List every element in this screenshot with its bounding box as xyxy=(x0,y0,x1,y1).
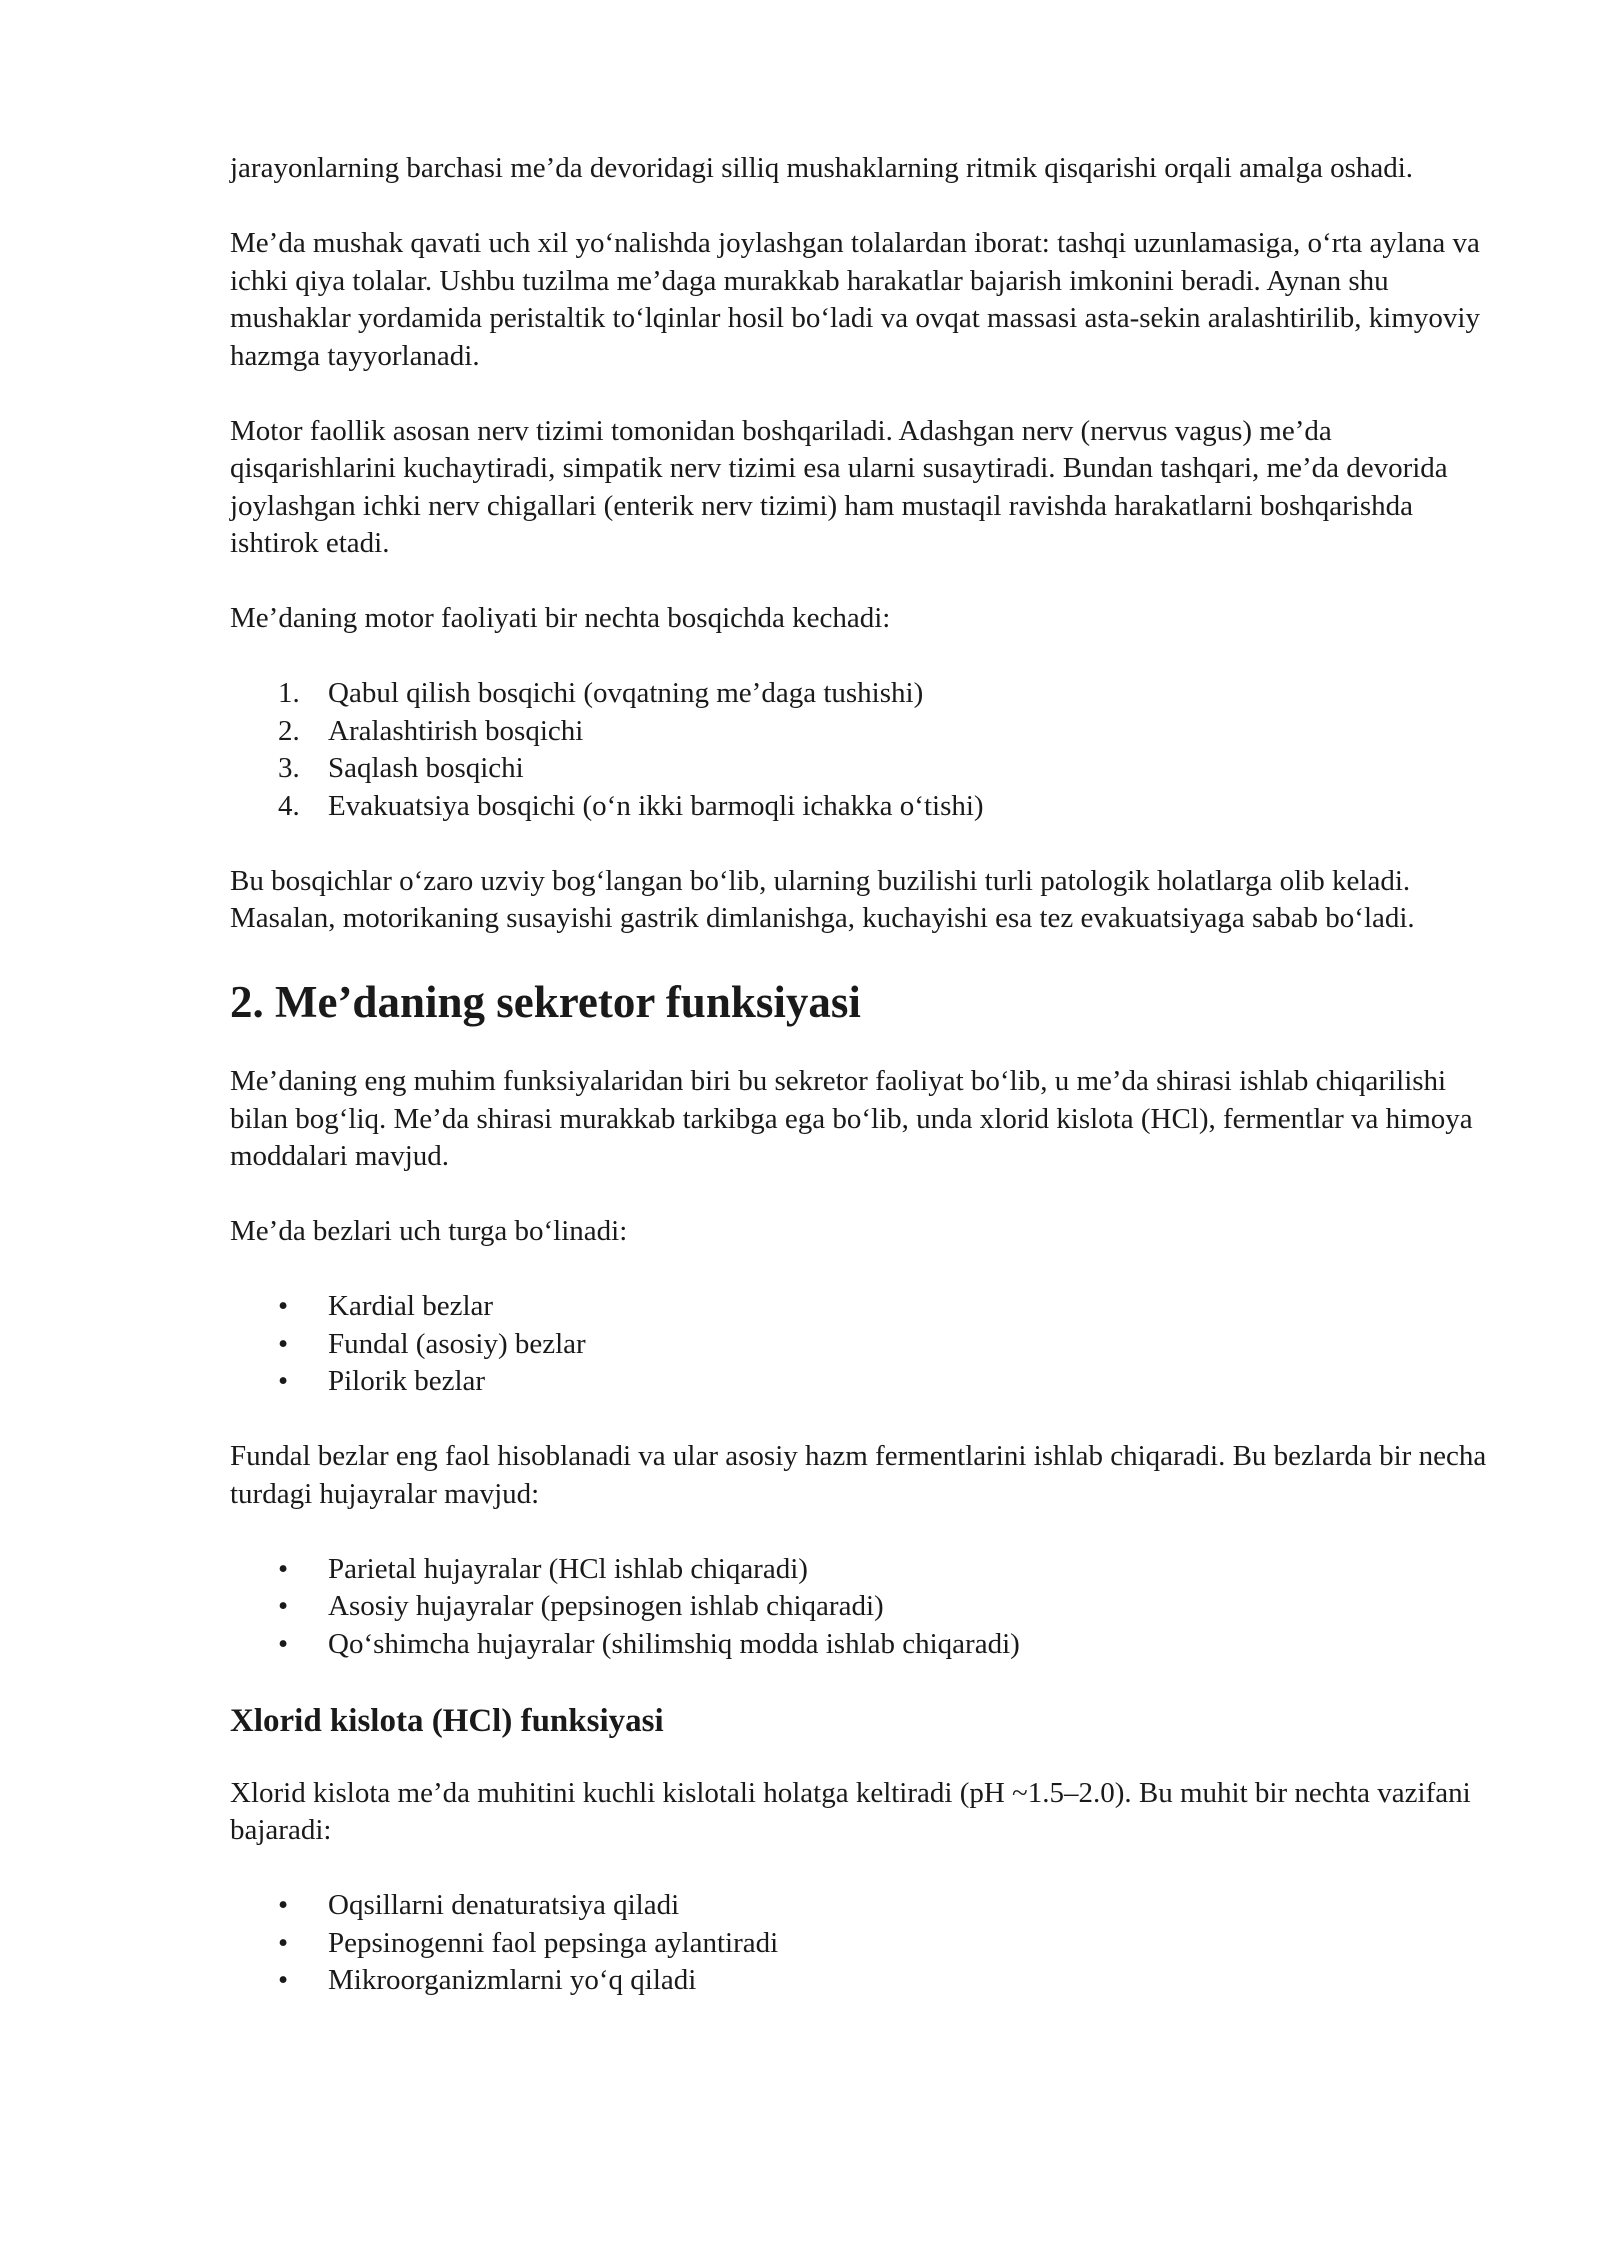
motor-stages-list xyxy=(230,675,1500,825)
paragraph-stages-relation: Bu bosqichlar o‘zaro uzviy bog‘langan bo‘lib, ularning buzilishi turli patologik holatlarga olib keladi. Masalan, motorikaning susayishi gastrik dimlanishga, kuchayishi esa tez evakuatsiyaga sabab bo‘ladi. xyxy=(230,864,1415,934)
list-number: 1. xyxy=(278,677,300,709)
list-item: • Asosiy hujayralar (pepsinogen ishlab chiqaradi) xyxy=(328,1588,1500,1626)
list-item-text: Evakuatsiya bosqichi (o‘n ikki barmoqli ichakka o‘tishi) xyxy=(328,789,984,822)
list-item: • Mikroorganizmlarni yo‘q qiladi xyxy=(328,1962,1500,2000)
list-item: • Pepsinogenni faol pepsinga aylantiradi xyxy=(328,1925,1500,1963)
paragraph-nerve-control: Motor faollik asosan nerv tizimi tomonidan boshqariladi. Adashgan nerv (nervus vagus) me’da qisqarishlarini kuchaytiradi, simpatik nerv tizimi esa ularni susaytiradi. Bundan tashqari, me’da devorida joylashgan ichki nerv chigallari (enterik nerv tizimi) ham mustaqil ravishda harakatlarni boshqarishda ishtirok etadi. xyxy=(230,414,1448,559)
list-item-text: Aralashtirish bosqichi xyxy=(328,714,584,747)
list-item-text: Qabul qilish bosqichi (ovqatning me’daga tushishi) xyxy=(328,677,924,709)
glands-list xyxy=(230,1288,1500,1401)
document-page xyxy=(230,150,1500,2037)
list-item-text: Saqlash bosqichi xyxy=(328,752,524,784)
list-number: 4. xyxy=(278,789,300,822)
section-heading-secretory: 2. Me’daning sekretor funksiyasi xyxy=(230,977,861,1027)
paragraph-glands-intro: Me’da bezlari uch turga bo‘linadi: xyxy=(230,1215,628,1247)
list-item: • Pilorik bezlar xyxy=(328,1363,1500,1401)
list-item xyxy=(278,713,1500,751)
list-item xyxy=(278,750,1500,788)
list-item: • Oqsillarni denaturatsiya qiladi xyxy=(328,1887,1500,1925)
list-item: • Fundal (asosiy) bezlar xyxy=(328,1326,1500,1364)
list-item xyxy=(278,788,1500,826)
list-number: 3. xyxy=(278,752,300,784)
cells-list xyxy=(230,1551,1500,1664)
paragraph-muscle-layers: Me’da mushak qavati uch xil yo‘nalishda joylashgan tolalardan iborat: tashqi uzunlamasiga, o‘rta aylana va ichki qiya tolalar. Ushbu tuzilma me’daga murakkab harakatlar bajarish imkonini beradi. Aynan shu mushaklar yordamida peristaltik to‘lqinlar hosil bo‘ladi va ovqat massasi asta-sekin aralashtirilib, kimyoviy hazmga tayyorlanadi. xyxy=(230,227,1480,372)
paragraph-motor-stages-intro: Me’daning motor faoliyati bir nechta bosqichda kechadi: xyxy=(230,602,891,634)
hcl-functions-list xyxy=(230,1887,1500,2000)
list-item xyxy=(278,675,1500,713)
list-item: • Qo‘shimcha hujayralar (shilimshiq modda ishlab chiqaradi) xyxy=(328,1626,1500,1664)
paragraph-fundal-glands: Fundal bezlar eng faol hisoblanadi va ular asosiy hazm fermentlarini ishlab chiqaradi. Bu bezlarda bir necha turdagi hujayralar mavjud: xyxy=(230,1440,1487,1510)
paragraph-secretory-intro: Me’daning eng muhim funksiyalaridan biri bu sekretor faoliyat bo‘lib, u me’da shirasi ishlab chiqarilishi bilan bog‘liq. Me’da shirasi murakkab tarkibga ega bo‘lib, unda xlorid kislota (HCl), fermentlar va himoya moddalari mavjud. xyxy=(230,1065,1473,1172)
paragraph-contraction: jarayonlarning barchasi me’da devoridagi silliq mushaklarning ritmik qisqarishi orqali amalga oshadi. xyxy=(230,152,1414,184)
list-item: • Kardial bezlar xyxy=(328,1288,1500,1326)
paragraph-hcl-intro: Xlorid kislota me’da muhitini kuchli kislotali holatga keltiradi (pH ~1.5–2.0). Bu muhit bir nechta vazifani bajaradi: xyxy=(230,1776,1471,1846)
list-item: • Parietal hujayralar (HCl ishlab chiqaradi) xyxy=(328,1551,1500,1589)
list-number: 2. xyxy=(278,714,300,747)
subheading-hcl: Xlorid kislota (HCl) funksiyasi xyxy=(230,1702,664,1739)
